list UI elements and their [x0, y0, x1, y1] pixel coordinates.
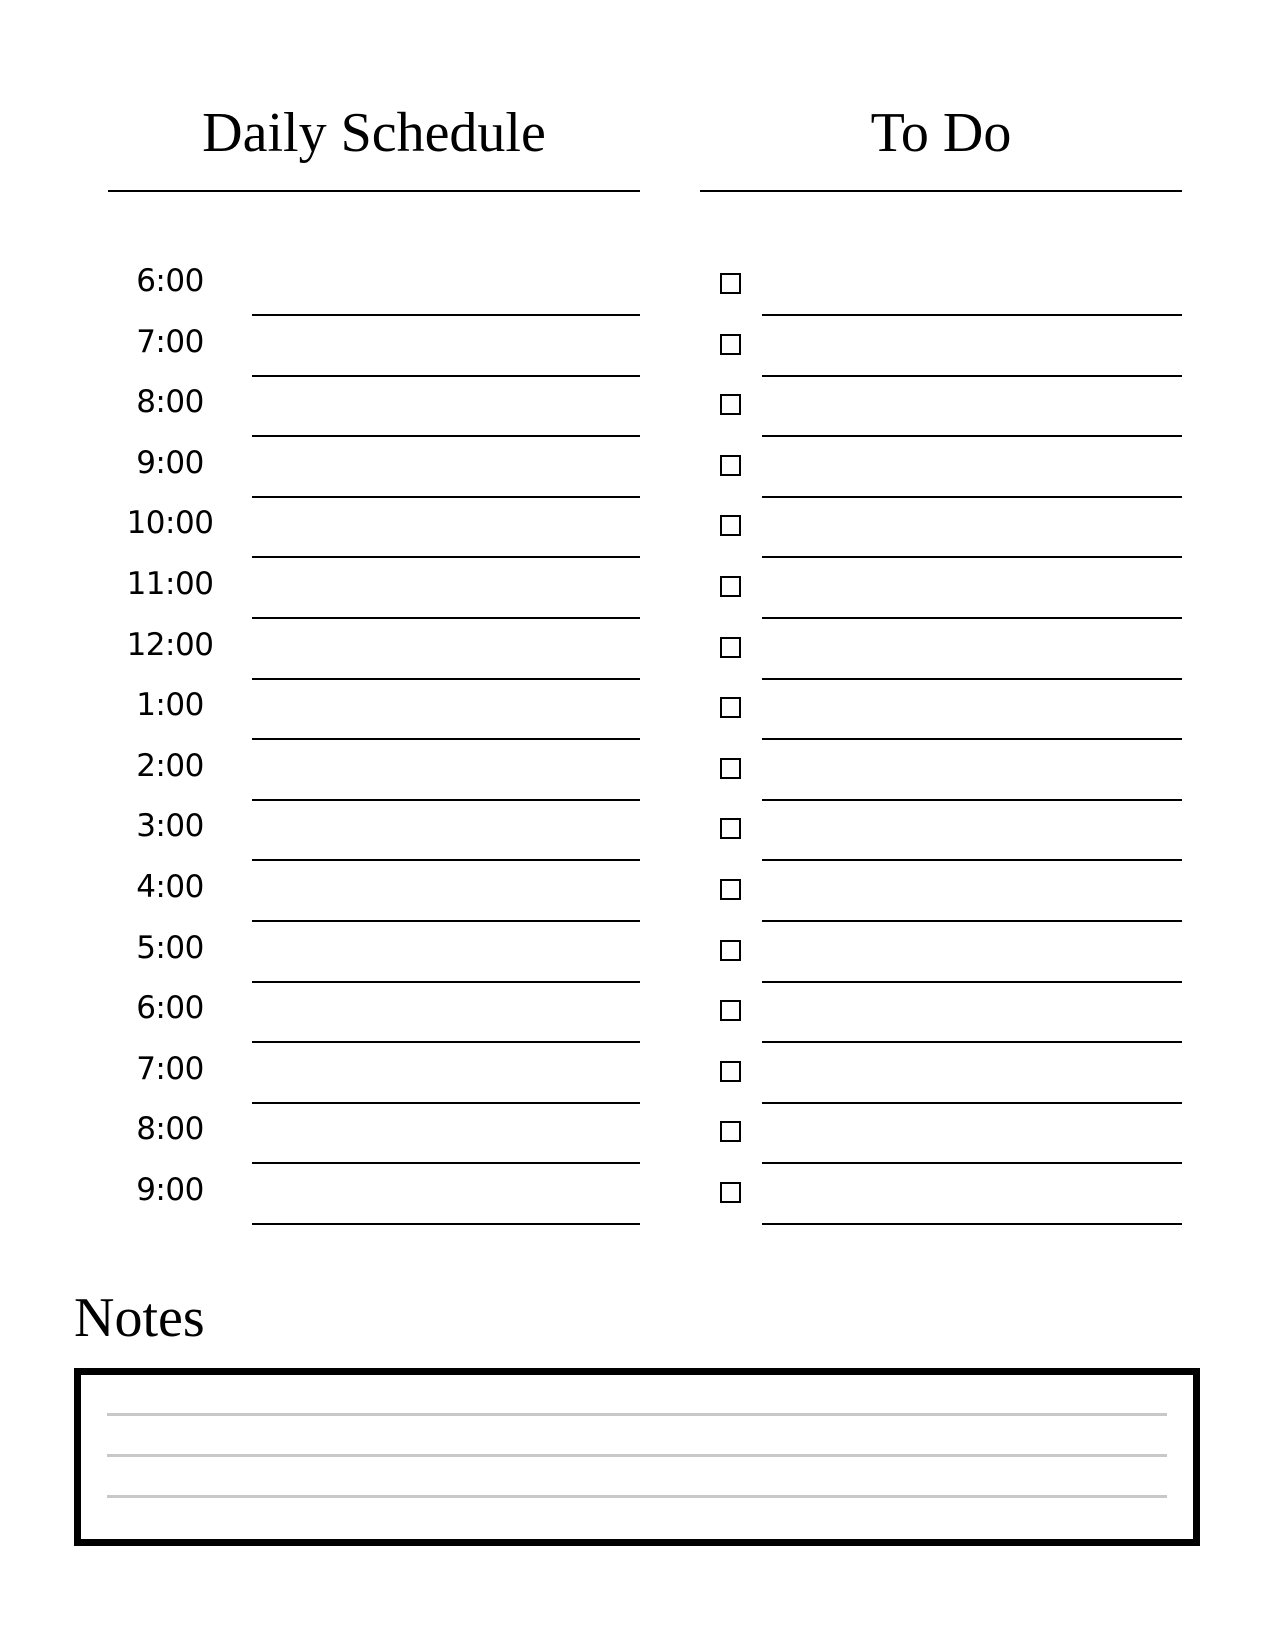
schedule-list [120, 228, 640, 1208]
todo-row [712, 955, 1182, 1016]
todo-checkbox[interactable] [720, 1182, 741, 1203]
time-label: 9:00 [136, 444, 204, 481]
schedule-row [120, 1016, 640, 1087]
todo-row [712, 228, 1182, 289]
todo-row [712, 531, 1182, 592]
schedule-heading-rule [108, 190, 640, 192]
notes-box[interactable] [74, 1368, 1200, 1546]
schedule-row [120, 289, 640, 360]
schedule-row [120, 773, 640, 845]
todo-row [712, 652, 1182, 713]
schedule-row [120, 1076, 640, 1148]
todo-row [712, 1016, 1182, 1077]
time-label: 7:00 [136, 323, 204, 360]
todo-row [712, 470, 1182, 531]
notes-line [107, 1454, 1167, 1457]
todo-list [712, 228, 1182, 1198]
daily-schedule-heading: Daily Schedule [202, 102, 546, 164]
todo-row [712, 592, 1182, 653]
time-label: 5:00 [136, 929, 204, 966]
time-label: 10:00 [126, 505, 214, 542]
schedule-row [120, 1137, 640, 1208]
todo-row [712, 289, 1182, 350]
schedule-entry-line[interactable] [252, 1223, 640, 1225]
todo-row [712, 1137, 1182, 1198]
time-label: 8:00 [136, 384, 204, 421]
time-label: 2:00 [136, 747, 204, 784]
schedule-row [120, 410, 640, 481]
schedule-row [120, 652, 640, 724]
todo-row [712, 834, 1182, 895]
time-label: 11:00 [126, 565, 214, 602]
todo-entry-line[interactable] [762, 1223, 1182, 1225]
schedule-row [120, 349, 640, 421]
time-label: 1:00 [136, 687, 204, 724]
todo-row [712, 895, 1182, 956]
todo-heading-rule [700, 190, 1182, 192]
todo-row [712, 773, 1182, 834]
schedule-row [120, 592, 640, 663]
schedule-row [120, 228, 640, 299]
schedule-row [120, 531, 640, 602]
schedule-row [120, 470, 640, 542]
schedule-row [120, 955, 640, 1027]
schedule-row [120, 895, 640, 966]
time-label: 3:00 [136, 808, 204, 845]
time-label: 4:00 [136, 868, 204, 905]
time-label: 6:00 [136, 990, 204, 1027]
time-label: 9:00 [136, 1171, 204, 1208]
notes-line [107, 1413, 1167, 1416]
schedule-row [120, 713, 640, 784]
todo-row [712, 410, 1182, 471]
to-do-heading: To Do [870, 102, 1012, 164]
time-label: 7:00 [136, 1050, 204, 1087]
schedule-row [120, 834, 640, 905]
notes-heading: Notes [74, 1287, 205, 1349]
todo-row [712, 349, 1182, 410]
time-label: 8:00 [136, 1111, 204, 1148]
time-label: 6:00 [136, 263, 204, 299]
notes-line [107, 1495, 1167, 1498]
todo-row [712, 1076, 1182, 1137]
time-label: 12:00 [126, 626, 214, 663]
todo-row [712, 713, 1182, 774]
